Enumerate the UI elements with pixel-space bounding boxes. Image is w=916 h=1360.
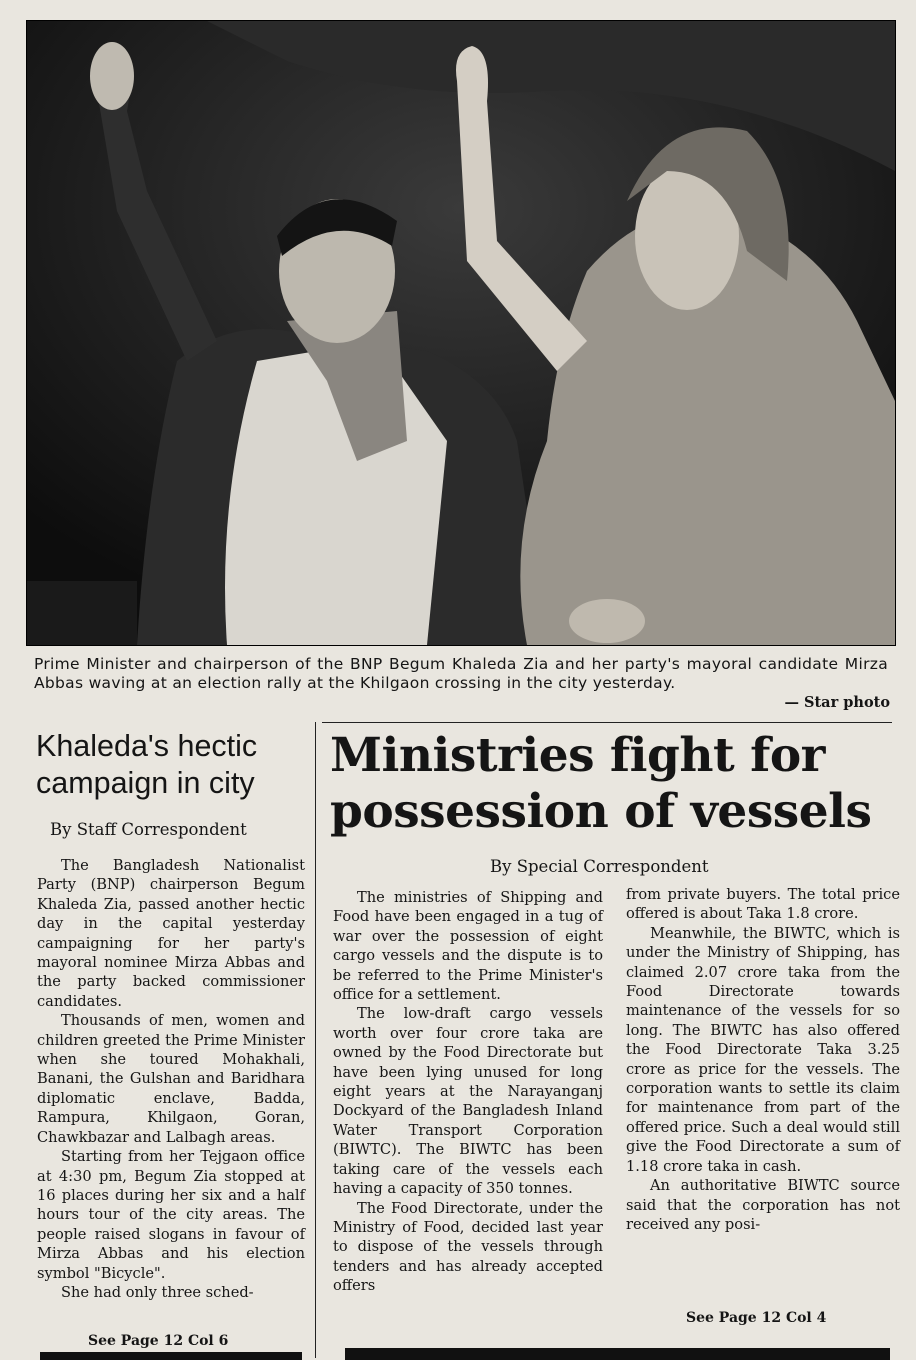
next-headline-fragment <box>345 1348 890 1360</box>
left-story-body <box>37 856 305 1302</box>
left-story-jump: See Page 12 Col 6 <box>88 1333 229 1349</box>
paragraph: An authoritative BIWTC source said that the corporation has not received any posi- <box>626 1177 900 1233</box>
main-story-column-1 <box>333 888 603 1296</box>
paragraph: The ministries of Shipping and Food have been engaged in a tug of war over the possession of eight cargo vessels and the dispute is to be referred to the Prime Minister's office for a settlement. <box>333 889 603 1004</box>
photo-credit: — Star photo <box>784 694 890 711</box>
paragraph: The low-draft cargo vessels worth over four crore taka are owned by the Food Directorate but have been lying unused for long eight years at the Narayanganj Dockyard of the Bangladesh Inland Water Transport Corporation (BIWTC). The BIWTC has been taking care of the vessels each having a capacity of 350 tonnes. <box>333 1005 603 1198</box>
headline-rule <box>322 722 892 723</box>
paragraph: Meanwhile, the BIWTC, which is under the Ministry of Shipping, has claimed 2.07 crore taka from the Food Directorate towards maintenance of the vessels for so long. The BIWTC has also offered the Food Directorate Taka 3.25 crore as price for the vessels. The corporation wants to settle its claim for maintenance from part of the offered price. Such a deal would still give the Food Directorate a sum of 1.18 crore taka in cash. <box>626 924 900 1175</box>
paragraph: The Food Directorate, under the Ministry of Food, decided last year to dispose of the vessels through tenders and has already accepted offers <box>333 1199 603 1295</box>
paragraph: She had only three sched- <box>61 1283 254 1301</box>
column-rule <box>315 722 316 1358</box>
main-story-byline: By Special Correspondent <box>490 857 709 876</box>
left-story-byline: By Staff Correspondent <box>50 820 247 839</box>
paragraph: The Bangladesh Nationalist Party (BNP) chairperson Begum Khaleda Zia, passed another hectic day in the capital yesterday campaigning for her party's mayoral nominee Mirza Abbas and the party backed commissioner candidates. <box>37 857 305 1010</box>
main-story-column-2 <box>626 885 900 1234</box>
main-story-headline: Ministries fight for possession of vessels <box>330 728 872 839</box>
main-story-jump: See Page 12 Col 4 <box>686 1310 827 1326</box>
photo-caption: Prime Minister and chairperson of the BNP Begum Khaleda Zia and her party's mayoral candidate Mirza Abbas waving at an election rally at the Khilgaon crossing in the city yesterday. <box>34 655 888 692</box>
left-story-headline: Khaleda's hectic campaign in city <box>36 729 258 800</box>
news-photo <box>26 20 896 646</box>
paragraph: Thousands of men, women and children greeted the Prime Minister when she toured Mohakhali, Banani, the Gulshan and Baridhara diplomatic enclave, Badda, Rampura, Khilgaon, Goran, Chawkbazar and Lalbagh areas. <box>37 1012 305 1146</box>
paragraph: from private buyers. The total price offered is about Taka 1.8 crore. <box>626 886 900 923</box>
paragraph: Starting from her Tejgaon office at 4:30 pm, Begum Zia stopped at 16 places during her six and a half hours tour of the city areas. The people raised slogans in favour of Mirza Abbas and his election symbol "Bicycle". <box>37 1148 305 1282</box>
next-headline-fragment <box>40 1352 302 1360</box>
